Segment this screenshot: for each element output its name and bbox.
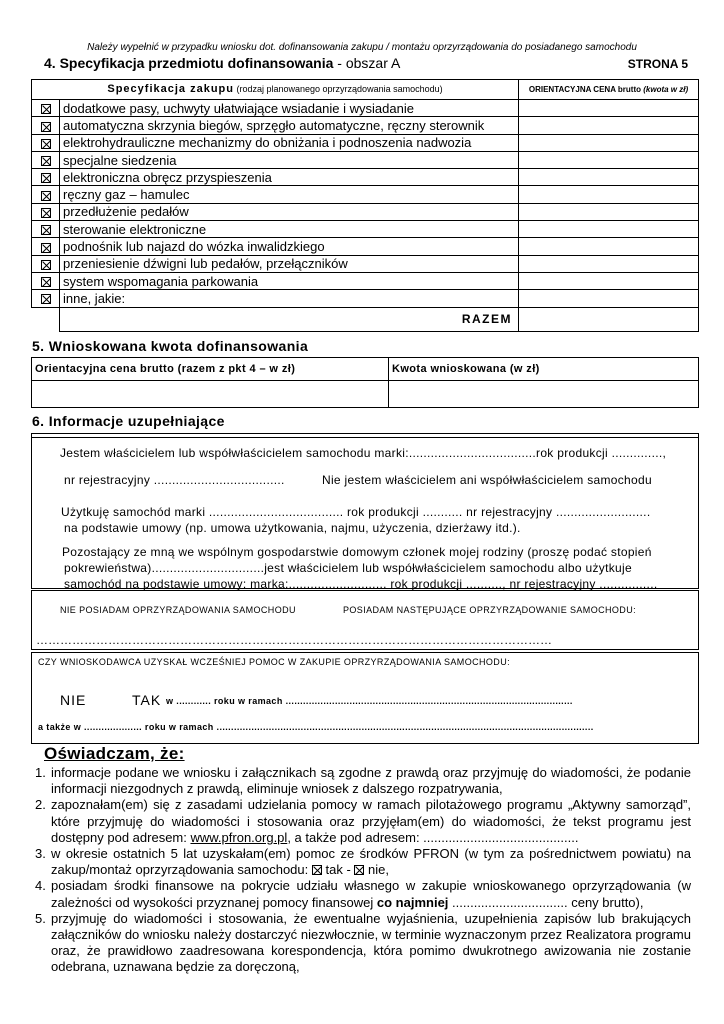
- declaration-text-a: posiadam środki finansowe na pokrycie udziału własnego w zakupie wnioskowanego oprzyrządowania (w zależności od wysokości przyznanej pomocy finansowej: [51, 878, 691, 910]
- spec-col2-header: [519, 80, 699, 100]
- not-owner[interactable]: Nie jestem właścicielem ani współwłaścicielem samochodu: [322, 473, 652, 487]
- spec-row: [32, 186, 699, 203]
- declaration-item: [35, 765, 691, 797]
- section4-title: [44, 55, 400, 71]
- prior-yes[interactable]: TAK: [132, 692, 162, 708]
- checked-box-icon[interactable]: [41, 294, 51, 304]
- prior-question: CZY WNIOSKODAWCA UZYSKAŁ WCZEŚNIEJ POMOC W ZAKUPIE OPRZYRZĄDOWANIA SAMOCHODU:: [38, 657, 511, 667]
- declaration-list: [35, 765, 691, 976]
- checked-box-icon[interactable]: [41, 225, 51, 235]
- spec-price-input[interactable]: [519, 203, 699, 220]
- checked-box-icon[interactable]: [41, 260, 51, 270]
- section5-amount-input[interactable]: [389, 381, 699, 408]
- form-note: Należy wypełnić w przypadku wniosku dot. dofinansowania zakupu / montażu oprzyrządowania do posiadanego samochodu: [87, 42, 637, 53]
- spec-item-label: elektrohydrauliczne mechanizmy do obniżania i podnoszenia nadwozia: [60, 134, 519, 151]
- owner-regno[interactable]: nr rejestracyjny ....................................: [64, 473, 285, 487]
- declaration-text-a: zapoznałam(em) się z zasadami udzielania pomocy w ramach pilotażowego programu „Aktywny samorząd”, które przyjmuję do wiadomości i stosowania oraz przyjęłam(em) do wiadomości, że tekst programu jest dostępny pod adresem:: [51, 797, 691, 845]
- declaration-text-b: , a także pod adresem: ...........................................: [287, 829, 579, 845]
- section4-title-text: 4. Specyfikacja przedmiotu dofinansowania: [44, 55, 334, 71]
- spec-checkbox[interactable]: [32, 221, 60, 238]
- spec-price-input[interactable]: [519, 221, 699, 238]
- spec-items: [32, 100, 699, 308]
- spec-col2-sub: (kwota w zł): [643, 85, 689, 94]
- spec-row: [32, 203, 699, 220]
- user-line1[interactable]: Użytkuję samochód marki ..................................... rok produkcji ........... nr rejestracyjny ..........................: [61, 505, 651, 519]
- declaration-item: [35, 878, 691, 910]
- declaration-title: Oświadczam, że:: [44, 744, 185, 763]
- spec-item-label: inne, jakie:: [60, 290, 519, 307]
- spec-checkbox[interactable]: [32, 255, 60, 272]
- spec-checkbox[interactable]: [32, 169, 60, 186]
- prior-also-line[interactable]: a także w .................... roku w ramach ..................................................................................................................................: [38, 722, 594, 732]
- spec-price-input[interactable]: [519, 238, 699, 255]
- equip-dots[interactable]: …………………………………………………………………………………………………………………: [36, 633, 552, 647]
- section5-col1-label: Orientacyjna cena brutto (razem z pkt 4 – w zł): [32, 358, 389, 381]
- spec-checkbox[interactable]: [32, 186, 60, 203]
- spec-price-input[interactable]: [519, 290, 699, 307]
- page-label: STRONA 5: [627, 57, 688, 71]
- spec-item-label: ręczny gaz – hamulec: [60, 186, 519, 203]
- family-line1: Pozostający ze mną we wspólnym gospodarstwie domowym członek mojej rodziny (proszę podać stopień: [62, 545, 652, 559]
- spec-item-label: elektroniczna obręcz przyspieszenia: [60, 169, 519, 186]
- spec-row: [32, 169, 699, 186]
- section5-title: 5. Wnioskowana kwota dofinansowania: [32, 338, 309, 354]
- spec-total-spacer: [32, 307, 60, 331]
- spec-col1-header: [32, 80, 519, 100]
- section5-table: [31, 357, 699, 408]
- prior-yes-line[interactable]: w ............ roku w ramach ...................................................................................................: [166, 696, 573, 706]
- section5-price-input[interactable]: [32, 381, 389, 408]
- declaration-text-b: ................................ ceny brutto),: [448, 894, 644, 910]
- spec-row: [32, 255, 699, 272]
- spec-row: [32, 134, 699, 151]
- spec-price-input[interactable]: [519, 134, 699, 151]
- spec-price-input[interactable]: [519, 272, 699, 289]
- spec-item-label: automatyczna skrzynia biegów, sprzęgło automatyczne, ręczny sterownik: [60, 117, 519, 134]
- spec-checkbox[interactable]: [32, 100, 60, 117]
- spec-checkbox[interactable]: [32, 151, 60, 168]
- family-line2[interactable]: pokrewieństwa)...............................jest właścicielem lub współwłaścicielem samochodu albo użytkuje: [64, 561, 632, 575]
- declaration-text: [51, 846, 691, 878]
- spec-price-input[interactable]: [519, 100, 699, 117]
- spec-col1-sub: (rodzaj planowanego oprzyrządowania samochodu): [233, 84, 443, 94]
- checked-box-icon[interactable]: [41, 243, 51, 253]
- spec-price-input[interactable]: [519, 169, 699, 186]
- spec-header-row: [32, 80, 699, 100]
- equip-none[interactable]: NIE POSIADAM OPRZYRZĄDOWANIA SAMOCHODU: [60, 605, 296, 615]
- spec-item-label: przedłużenie pedałów: [60, 203, 519, 220]
- declaration-text: przyjmuję do wiadomości i stosowania, że ewentualne wyjaśnienia, uzupełnienia zapisów lub brakujących załączników do wniosku należy dostarczyć niezwłocznie, w terminie wyznaczonym przez Realizatora programu oraz, że prawidłowo zaadresowana korespondencja, która pomimo dwukrotnego awizowania nie zostanie odebrana, uznawana będzie za doręczoną,: [51, 910, 691, 975]
- option-no: nie,: [364, 862, 389, 878]
- checked-box-icon[interactable]: [41, 277, 51, 287]
- checked-box-icon[interactable]: [41, 156, 51, 166]
- spec-price-input[interactable]: [519, 186, 699, 203]
- spec-item-label: specjalne siedzenia: [60, 151, 519, 168]
- checked-box-icon[interactable]: [41, 191, 51, 201]
- spec-item-label: sterowanie elektroniczne: [60, 221, 519, 238]
- declaration-num: 4.: [35, 878, 46, 894]
- owner-line1[interactable]: Jestem właścicielem lub współwłaścicielem samochodu marki:...................................rok produkcji ..............,: [60, 446, 667, 460]
- declaration-text: [51, 878, 691, 910]
- spec-total-label: RAZEM: [60, 307, 519, 331]
- spec-col2-label: ORIENTACYJNA CENA brutto: [528, 85, 644, 94]
- family-line3[interactable]: samochód na podstawie umowy: marka:........................... rok produkcji .........., nr rejestracyjny ................: [64, 577, 658, 591]
- spec-price-input[interactable]: [519, 117, 699, 134]
- declaration-num: 2.: [35, 797, 46, 813]
- checked-box-icon[interactable]: [41, 104, 51, 114]
- spec-col1-label: Specyfikacja zakupu: [107, 83, 234, 95]
- spec-item-label: przeniesienie dźwigni lub pedałów, przełączników: [60, 255, 519, 272]
- equip-have[interactable]: POSIADAM NASTĘPUJĄCE OPRZYRZĄDOWANIE SAMOCHODU:: [343, 605, 636, 615]
- spec-row: [32, 117, 699, 134]
- spec-item-label: dodatkowe pasy, uchwyty ułatwiające wsiadanie i wysiadanie: [60, 100, 519, 117]
- declaration-item: [35, 911, 691, 976]
- checked-box-icon[interactable]: [41, 173, 51, 183]
- declaration-text-a: w okresie ostatnich 5 lat uzyskałam(em) pomoc ze środków PFRON (w tym za pośrednictwem powiatu) na zakup/montaż oprzyrządowania samochodu:: [51, 846, 691, 878]
- declaration-item: [35, 846, 691, 878]
- spec-checkbox[interactable]: [32, 272, 60, 289]
- declaration-text: informacje podane we wniosku i załącznikach są zgodne z prawdą oraz przyjmuję do wiadomości, że podanie informacji niezgodnych z prawdą, eliminuje wniosek z dalszego rozpatrywania,: [51, 765, 691, 797]
- section4-subtitle: - obszar A: [333, 55, 401, 71]
- spec-checkbox[interactable]: [32, 117, 60, 134]
- prior-no[interactable]: NIE: [60, 692, 87, 708]
- checkbox-yes-icon[interactable]: [312, 865, 322, 875]
- spec-item-label: system wspomagania parkowania: [60, 272, 519, 289]
- declaration-num: 3.: [35, 846, 46, 862]
- checkbox-no-icon[interactable]: [354, 865, 364, 875]
- spec-row: [32, 290, 699, 307]
- spec-price-input[interactable]: [519, 255, 699, 272]
- spec-row: [32, 221, 699, 238]
- spec-price-input[interactable]: [519, 151, 699, 168]
- declaration-num: 1.: [35, 765, 46, 780]
- declaration-text: [51, 797, 691, 846]
- section6-title: 6. Informacje uzupełniające: [32, 413, 225, 429]
- spec-checkbox[interactable]: [32, 238, 60, 255]
- option-yes: tak -: [321, 862, 355, 878]
- pfron-link[interactable]: www.pfron.org.pl: [190, 829, 288, 845]
- spec-row: [32, 100, 699, 117]
- checked-box-icon[interactable]: [41, 139, 51, 149]
- spec-checkbox[interactable]: [32, 134, 60, 151]
- checked-box-icon[interactable]: [41, 208, 51, 218]
- spec-total-row: [32, 307, 699, 331]
- declaration-item: [35, 797, 691, 846]
- checked-box-icon[interactable]: [41, 122, 51, 132]
- declaration-num: 5.: [35, 910, 46, 926]
- user-line2: na podstawie umowy (np. umowa użytkowania, najmu, użyczenia, dzierżawy itd.).: [64, 521, 521, 535]
- spec-total-input[interactable]: [519, 307, 699, 331]
- declaration-strong: co najmniej: [376, 894, 449, 910]
- spec-checkbox[interactable]: [32, 203, 60, 220]
- spec-row: [32, 151, 699, 168]
- spec-item-label: podnośnik lub najazd do wózka inwalidzkiego: [60, 238, 519, 255]
- spec-table: [31, 79, 699, 332]
- spec-row: [32, 238, 699, 255]
- section5-col2-label: Kwota wnioskowana (w zł): [389, 358, 699, 381]
- spec-row: [32, 272, 699, 289]
- spec-checkbox[interactable]: [32, 290, 60, 307]
